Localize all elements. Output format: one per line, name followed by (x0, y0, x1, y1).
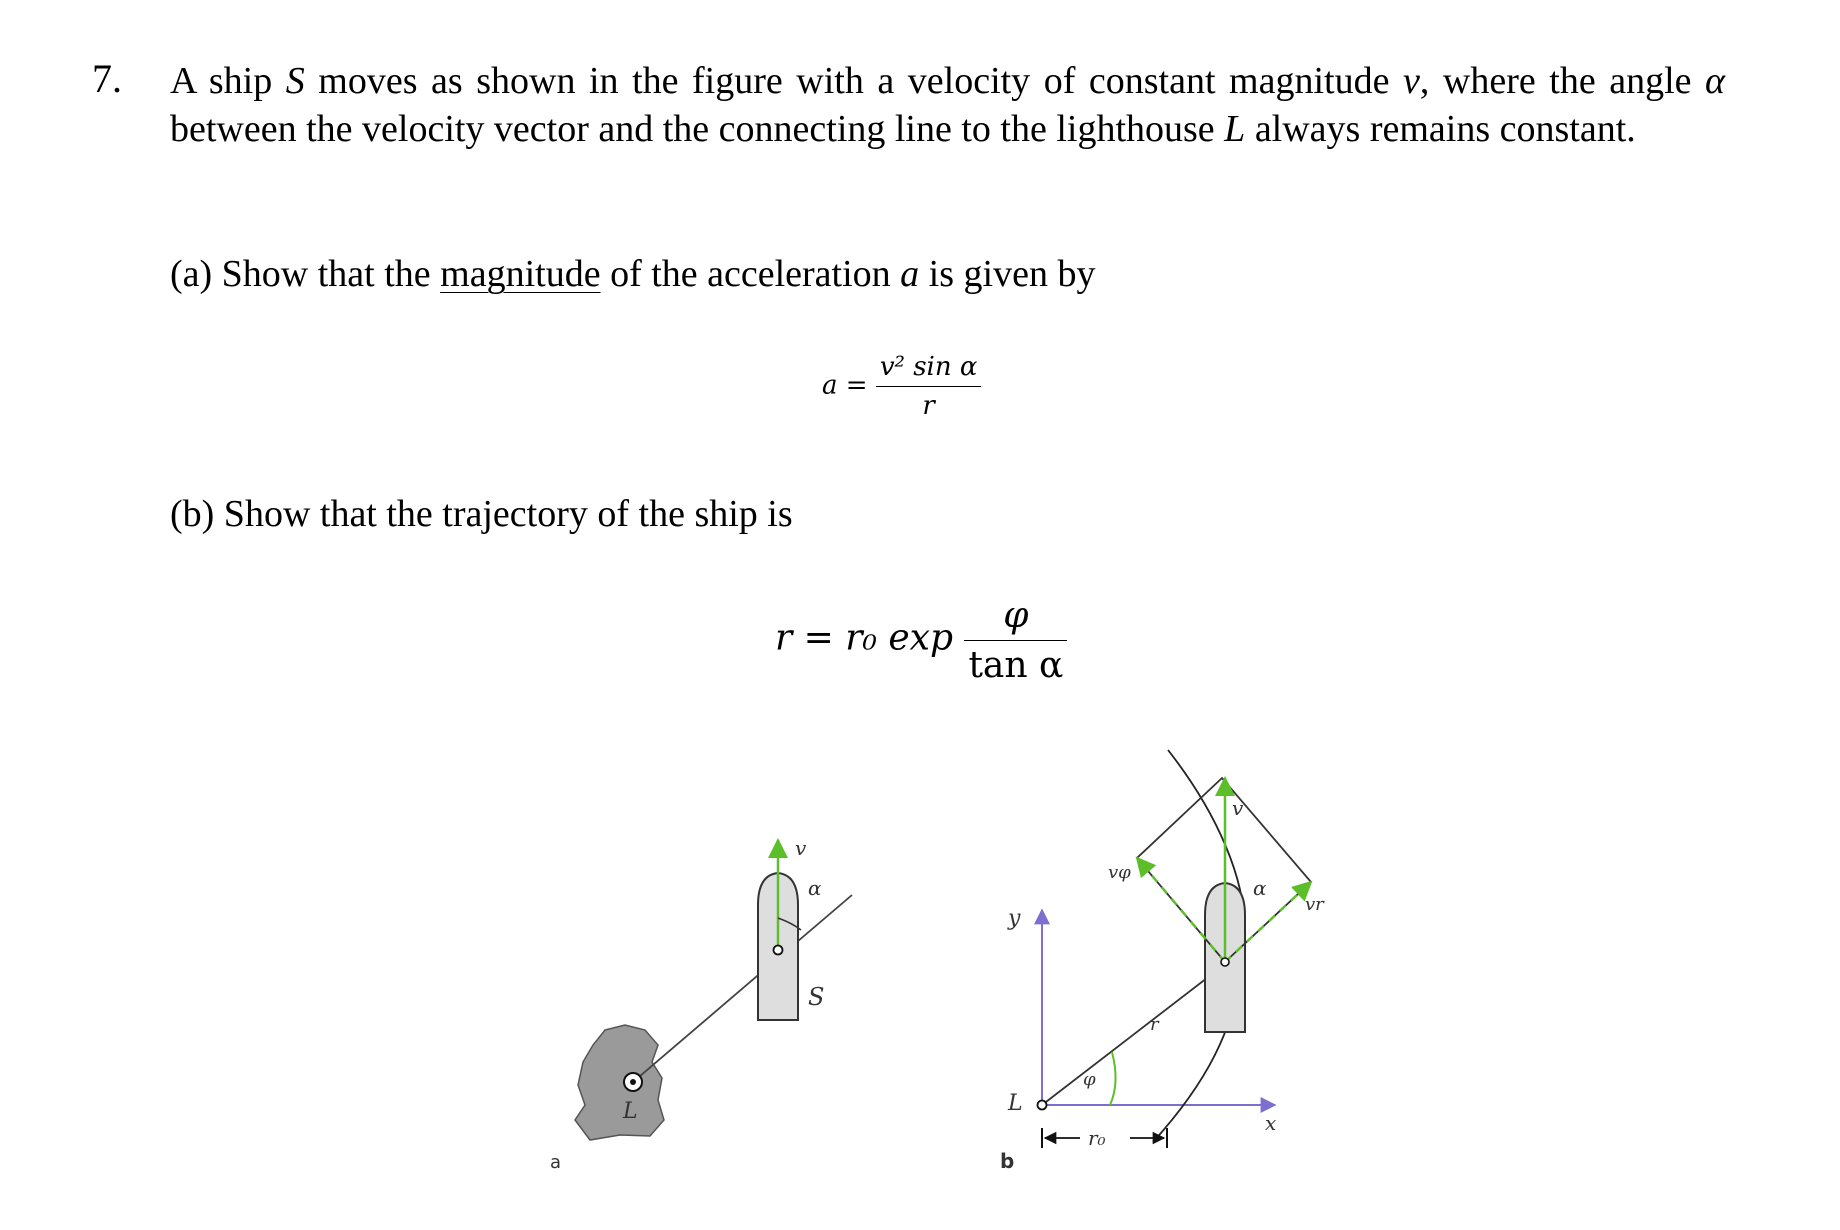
label-y: y (1008, 906, 1021, 931)
label-vphi: vφ (1108, 862, 1131, 883)
statement-text-3: , where the angle (1419, 60, 1706, 102)
island-shape (575, 1025, 664, 1140)
statement-text-4: between the velocity vector and the connecting line to the lighthouse (170, 108, 1225, 150)
lighthouse-marker-inner (630, 1079, 636, 1085)
part-a-prefix: (a) Show that the (170, 253, 441, 295)
var-S: S (285, 60, 305, 102)
equation-a-lhs: a = (822, 370, 868, 401)
statement-text-2: moves as shown in the figure with a velocity of constant magnitude (304, 60, 1403, 102)
label-v-b: v (1232, 796, 1244, 820)
radius-line (1042, 968, 1220, 1105)
equation-b-numerator: φ (964, 595, 1067, 641)
panel-b-tag: b (1000, 1149, 1015, 1173)
label-S: S (808, 983, 825, 1011)
label-v-a: v (795, 836, 807, 860)
panel-b (1000, 750, 1325, 1173)
panel-a-tag: a (550, 1152, 562, 1173)
equation-a-numerator: v² sin α (876, 352, 982, 387)
equation-b-lhs: r = r₀ exp (775, 617, 953, 659)
label-L-b: L (1008, 1091, 1023, 1116)
equation-b-fraction (964, 595, 1067, 686)
equation-acceleration (822, 352, 981, 421)
part-a (170, 250, 1095, 298)
problem-number: 7. (92, 56, 122, 101)
label-alpha-a: α (808, 876, 822, 900)
var-alpha: α (1705, 60, 1725, 102)
equation-a-fraction (876, 352, 982, 421)
part-a-underlined-word: magnitude (440, 253, 601, 295)
equation-trajectory (775, 595, 1067, 686)
label-phi: φ (1083, 1069, 1096, 1090)
ship-position-a (774, 946, 783, 955)
origin-L (1038, 1101, 1047, 1110)
var-L: L (1224, 108, 1246, 150)
ship-lighthouse-figure (0, 740, 1840, 1200)
part-b: (b) Show that the trajectory of the ship is (170, 493, 793, 535)
label-r0: r₀ (1088, 1126, 1106, 1150)
part-a-var: a (900, 253, 920, 295)
equation-b-denominator: tan α (968, 645, 1064, 686)
part-a-suffix: is given by (919, 253, 1096, 295)
equation-a-denominator: r (922, 391, 935, 421)
label-L-a: L (623, 1099, 638, 1124)
phi-arc (1110, 1052, 1116, 1105)
var-v: v (1403, 60, 1420, 102)
label-alpha-b: α (1253, 876, 1267, 900)
part-a-middle: of the acceleration (600, 253, 901, 295)
statement-text-1: A ship (170, 60, 286, 102)
label-x: x (1265, 1111, 1277, 1135)
statement-text-5: always remains constant. (1245, 108, 1636, 150)
panel-a (550, 836, 852, 1173)
label-vr: vr (1305, 894, 1324, 915)
ship-position-b (1221, 958, 1229, 966)
problem-statement (170, 57, 1725, 153)
label-r: r (1150, 1014, 1159, 1035)
